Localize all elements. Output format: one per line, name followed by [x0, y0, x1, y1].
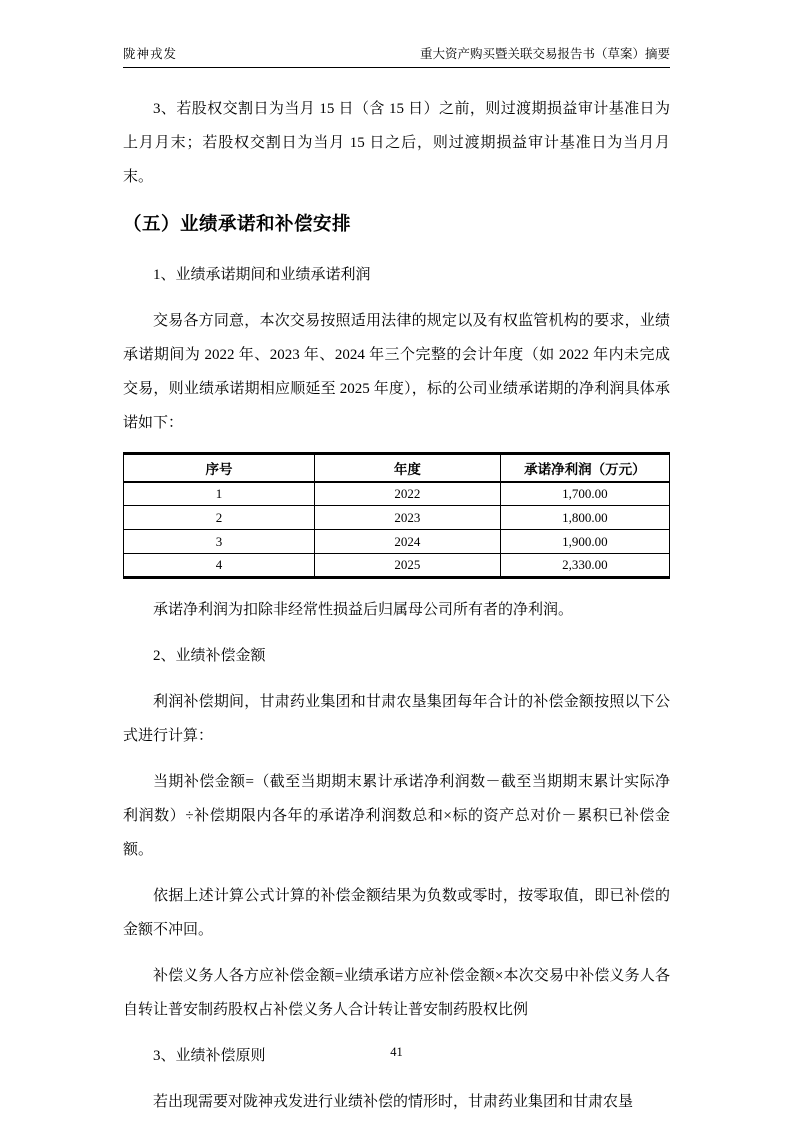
header-company-name: 陇神戎发: [123, 47, 178, 61]
table-header-profit: 承诺净利润（万元）: [500, 454, 669, 482]
table-cell-profit: 2,330.00: [500, 554, 669, 578]
table-cell-year: 2022: [315, 482, 501, 506]
commitment-profit-table: [123, 452, 670, 579]
section-heading-performance-commitment: （五）业绩承诺和补偿安排: [123, 213, 352, 234]
subheading-compensation-amount: 2、业绩补偿金额: [153, 648, 266, 664]
table-header-index: 序号: [124, 454, 315, 482]
paragraph-compensation-intro: 利润补偿期间，甘肃药业集团和甘肃农垦集团每年合计的补偿金额按照以下公式进行计算：: [123, 694, 670, 744]
paragraph-principle-start: 若出现需要对陇神戎发进行业绩补偿的情形时，甘肃药业集团和甘肃农垦: [153, 1094, 634, 1110]
subheading-compensation-principle: 3、业绩补偿原则: [153, 1048, 266, 1064]
table-cell-profit: 1,800.00: [500, 506, 669, 530]
table-cell-profit: 1,900.00: [500, 530, 669, 554]
table-head: [124, 454, 670, 482]
page-footer: [0, 1045, 793, 1060]
table-header-year: 年度: [315, 454, 501, 482]
page-header: [123, 44, 670, 68]
paragraph-compensation-formula: 当期补偿金额=（截至当期期末累计承诺净利润数－截至当期期末累计实际净利润数）÷补偿期限内各年的承诺净利润数总和×标的资产总对价－累积已补偿金额。: [123, 774, 670, 858]
table-row: [124, 530, 670, 554]
table-body: [124, 482, 670, 578]
table-cell-year: 2025: [315, 554, 501, 578]
paragraph-table-note: 承诺净利润为扣除非经常性损益后归属母公司所有者的净利润。: [153, 602, 574, 618]
paragraph-zero-rule: 依据上述计算公式计算的补偿金额结果为负数或零时，按零取值，即已补偿的金额不冲回。: [123, 888, 670, 938]
table-cell-profit: 1,700.00: [500, 482, 669, 506]
paragraph-transition-audit: 3、若股权交割日为当月 15 日（含 15 日）之前，则过渡期损益审计基准日为上月月末；若股权交割日为当月 15 日之后，则过渡期损益审计基准日为当月月末。: [123, 101, 670, 185]
page-number: 41: [390, 1045, 403, 1059]
paragraph-commitment-period: 交易各方同意，本次交易按照适用法律的规定以及有权监管机构的要求，业绩承诺期间为 2022 年、2023 年、2024 年三个完整的会计年度（如 2022 年内未完成交易，则业绩承诺期相应顺延至 2025 年度），标的公司业绩承诺期的净利润具体承诺如下：: [123, 313, 670, 431]
table-cell-index: 3: [124, 530, 315, 554]
subheading-commitment-period: 1、业绩承诺期间和业绩承诺利润: [153, 267, 371, 283]
header-document-title: 重大资产购买暨关联交易报告书（草案）摘要: [419, 47, 670, 61]
table-cell-index: 1: [124, 482, 315, 506]
document-body: [123, 68, 670, 1119]
paragraph-obligor-formula: 补偿义务人各方应补偿金额=业绩承诺方应补偿金额×本次交易中补偿义务人各自转让普安制药股权占补偿义务人合计转让普安制药股权比例: [123, 968, 670, 1018]
table-cell-year: 2024: [315, 530, 501, 554]
table-header-row: [124, 454, 670, 482]
table-cell-index: 4: [124, 554, 315, 578]
table-row: [124, 554, 670, 578]
table-cell-index: 2: [124, 506, 315, 530]
table-row: [124, 506, 670, 530]
table-cell-year: 2023: [315, 506, 501, 530]
table-row: [124, 482, 670, 506]
